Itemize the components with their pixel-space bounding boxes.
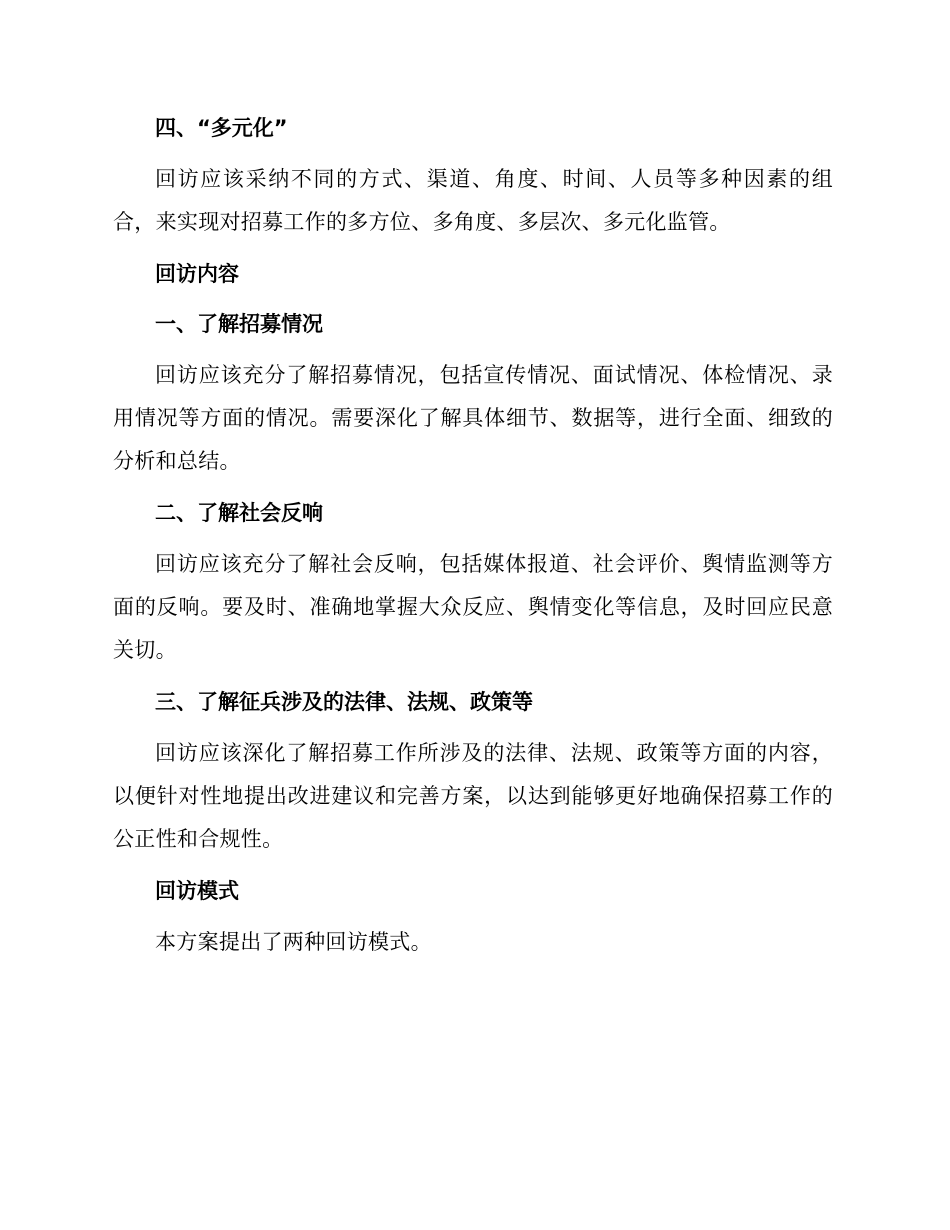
paragraph-social-response: 回访应该充分了解社会反响，包括媒体报道、社会评价、舆情监测等方面的反响。要及时、准确地掌握大众反应、舆情变化等信息，及时回应民意关切。 xyxy=(113,552,833,662)
heading-recruitment-situation: 一、了解招募情况 xyxy=(155,312,323,336)
heading-followup-content: 回访内容 xyxy=(155,262,239,286)
heading-followup-mode: 回访模式 xyxy=(155,879,239,903)
heading-laws-policies: 三、了解征兵涉及的法律、法规、政策等 xyxy=(155,690,533,714)
paragraph-followup-mode: 本方案提出了两种回访模式。 xyxy=(155,930,432,954)
paragraph-recruitment-situation: 回访应该充分了解招募情况，包括宣传情况、面试情况、体检情况、录用情况等方面的情况。需要深化了解具体细节、数据等，进行全面、细致的分析和总结。 xyxy=(113,363,833,473)
paragraph-laws-policies: 回访应该深化了解招募工作所涉及的法律、法规、政策等方面的内容，以便针对性地提出改进建议和完善方案，以达到能够更好地确保招募工作的公正性和合规性。 xyxy=(113,741,833,851)
heading-social-response: 二、了解社会反响 xyxy=(155,501,323,525)
document-page xyxy=(113,108,833,964)
heading-diversification: 四、“多元化” xyxy=(155,116,288,140)
paragraph-diversification: 回访应该采纳不同的方式、渠道、角度、时间、人员等多种因素的组合，来实现对招募工作的多方位、多角度、多层次、多元化监管。 xyxy=(113,167,833,234)
